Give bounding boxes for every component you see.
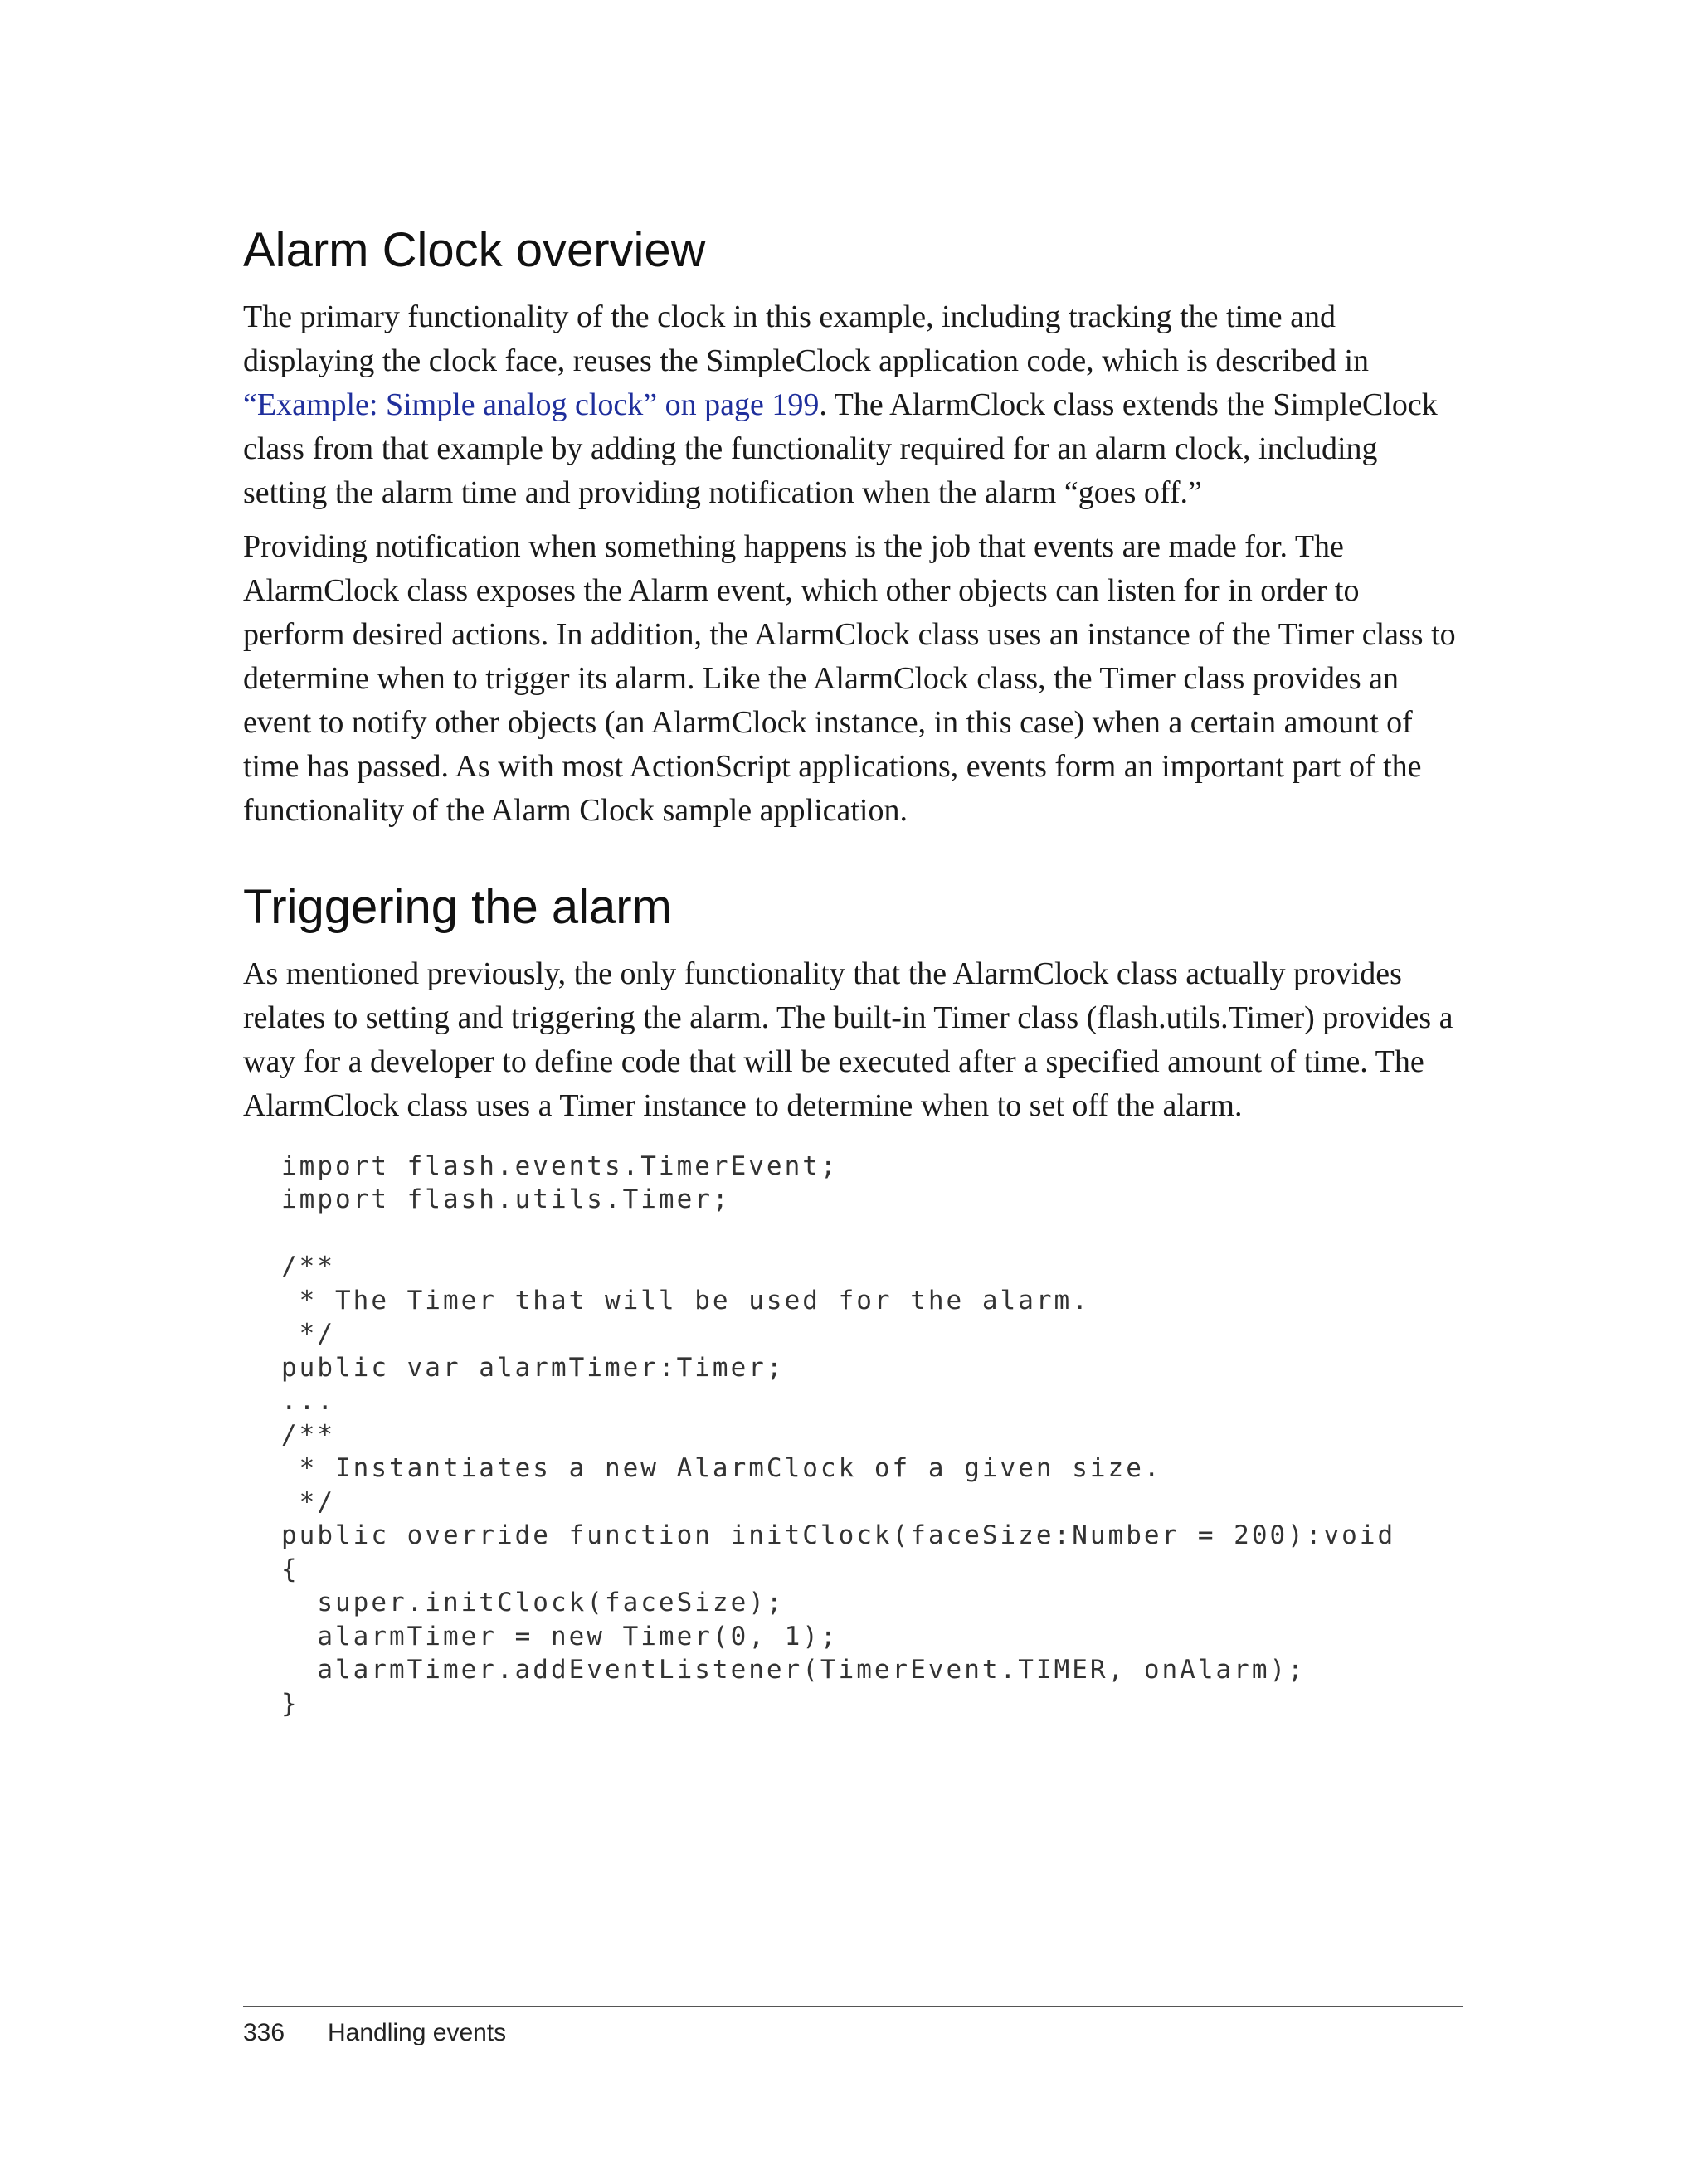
overview-paragraph-2: Providing notification when something happens is the job that events are made for. The AlarmClock class exposes the Alarm event, which other objects can listen for in order to perform desired actions. In addition, the AlarmClock class uses an instance of the Timer class to determine when to trigger its alarm. Like the AlarmClock class, the Timer class provides an event to notify other objects (an AlarmClock instance, in this case) when a certain amount of time has passed. As with most ActionScript applications, events form an important part of the functionality of the Alarm Clock sample application. — [243, 528, 1456, 828]
triggering-paragraph-1: As mentioned previously, the only functionality that the AlarmClock class actually provides relates to setting and triggering the alarm. The built-in Timer class (flash.utils.Timer) provides a way for a developer to define code that will be executed after a specified amount of time. The AlarmClock class uses a Timer instance to determine when to set off the alarm. — [243, 956, 1453, 1123]
overview-paragraph-1-text-after: . The AlarmClock class extends the SimpleClock class from that example by adding the functionality required for an alarm clock, including setting the alarm time and providing notification when the alarm “goes off.” — [243, 387, 1438, 510]
section-heading-triggering-the-alarm: Triggering the alarm — [243, 879, 672, 934]
overview-paragraph-1-text-before: The primary functionality of the clock in this example, including tracking the time and displaying the clock face, reuses the SimpleClock application code, which is described in — [243, 299, 1370, 378]
code-listing: import flash.events.TimerEvent; import flash.utils.Timer; /** * The Timer that will be used for the alarm. */ public var alarmTimer:Timer; ... /** * Instantiates a new AlarmClock of a given size. */ public override function initClock(faceSize:Number = 200):void { super.initClock(faceSize); alarmTimer = new Timer(0, 1); alarmTimer.addEventListener(TimerEvent.TIMER, onAlarm); } — [281, 1150, 1396, 1719]
page-content — [243, 224, 1463, 1720]
cross-reference-link[interactable]: “Example: Simple analog clock” on page 199 — [243, 387, 820, 422]
footer-page-number: 336 — [243, 2019, 285, 2046]
section-heading-alarm-clock-overview: Alarm Clock overview — [243, 223, 706, 277]
page-footer — [243, 2019, 506, 2047]
overview-paragraph-1 — [243, 295, 1463, 515]
footer-chapter-title: Handling events — [328, 2019, 507, 2046]
footer-divider — [243, 2006, 1463, 2007]
